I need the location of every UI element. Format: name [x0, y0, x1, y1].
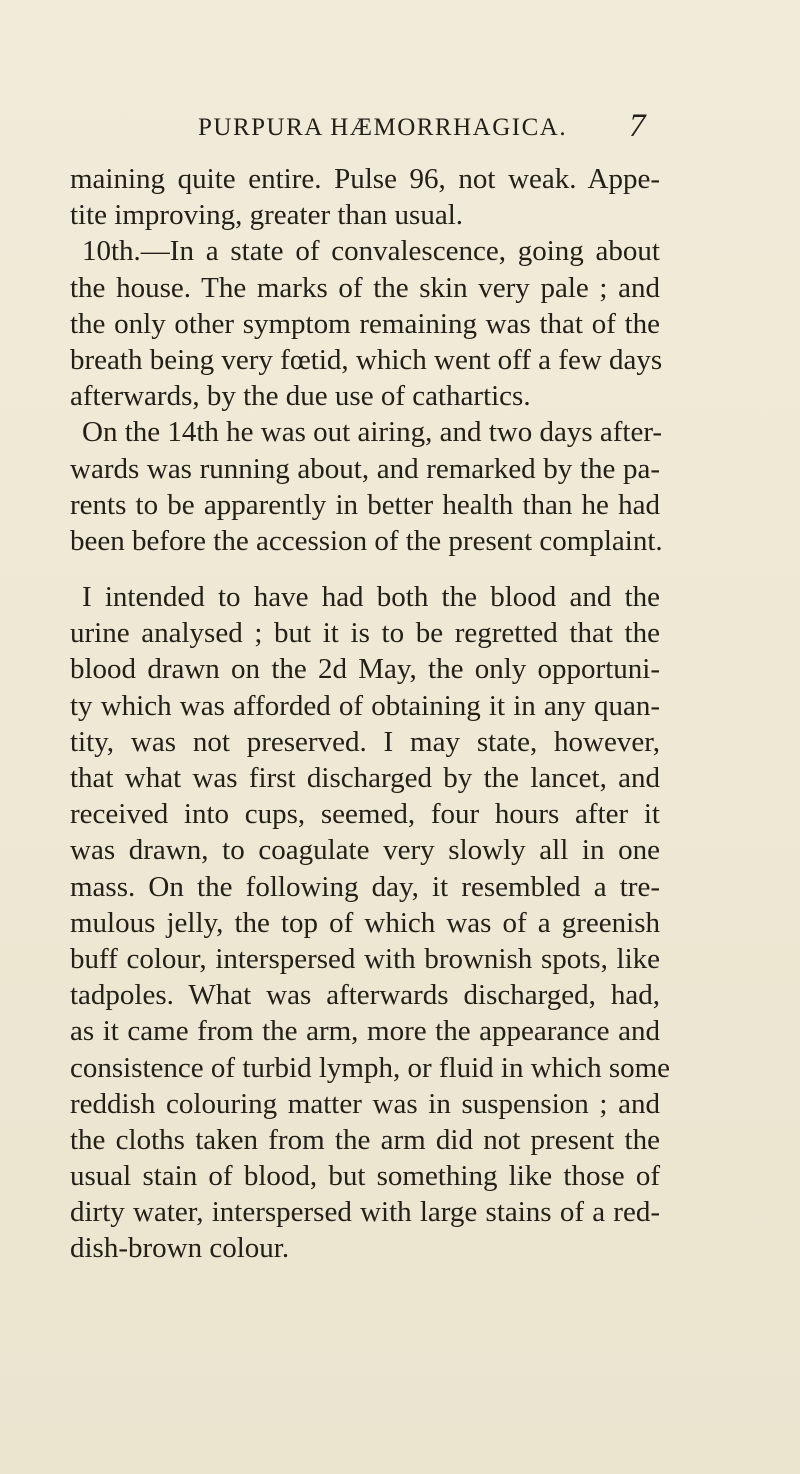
text-line: blood drawn on the 2d May, the only opportuni- — [70, 653, 660, 686]
text-line: On the 14th he was out airing, and two days after- — [82, 416, 663, 449]
text-line: been before the accession of the present complaint. — [70, 524, 663, 557]
running-head: PURPURA HÆMORRHAGICA. — [198, 114, 568, 141]
page-header — [0, 106, 800, 146]
text-line: consistence of turbid lymph, or fluid in which some — [70, 1051, 671, 1084]
text-line: as it came from the arm, more the appearance and — [70, 1015, 660, 1048]
paragraph — [70, 161, 660, 233]
text-line: tadpoles. What was afterwards discharged, had, — [70, 979, 660, 1012]
paragraph-gap — [70, 559, 660, 579]
paragraph — [70, 414, 663, 559]
text-line: ty which was afforded of obtaining it in any quan- — [70, 689, 660, 722]
text-line: usual stain of blood, but something like those of — [70, 1160, 660, 1193]
text-line: received into cups, seemed, four hours after it — [70, 798, 660, 831]
text-line: reddish colouring matter was in suspension ; and — [70, 1087, 660, 1120]
body-text — [70, 161, 671, 1267]
page-number: 7 — [629, 108, 646, 144]
text-line: urine analysed ; but it is to be regretted that the — [70, 617, 660, 650]
text-line: mass. On the following day, it resembled a tre- — [70, 870, 660, 903]
text-line: buff colour, interspersed with brownish spots, like — [70, 942, 660, 975]
text-line: tity, was not preserved. I may state, however, — [70, 725, 660, 758]
text-line: I intended to have had both the blood and the — [82, 581, 660, 614]
text-line: mulous jelly, the top of which was of a greenish — [70, 906, 660, 939]
text-line: that what was first discharged by the lancet, and — [70, 762, 660, 794]
paragraph — [70, 579, 671, 1267]
paragraph — [70, 233, 663, 414]
text-line: the only other symptom remaining was that of the — [70, 307, 660, 340]
text-line: wards was running about, and remarked by the pa- — [70, 452, 660, 485]
text-line: dirty water, interspersed with large stains of a red- — [70, 1196, 660, 1229]
text-line: the house. The marks of the skin very pale ; and — [70, 271, 660, 304]
text-line: 10th.—In a state of convalescence, going about — [82, 235, 660, 268]
text-line: afterwards, by the due use of cathartics. — [70, 380, 531, 413]
text-line: rents to be apparently in better health than he had — [70, 488, 660, 521]
text-line: the cloths taken from the arm did not present the — [70, 1123, 660, 1156]
text-line: tite improving, greater than usual. — [70, 199, 464, 232]
text-line: dish-brown colour. — [70, 1232, 290, 1265]
text-line: breath being very fœtid, which went off a few days — [70, 343, 663, 376]
text-line: maining quite entire. Pulse 96, not weak. Appe- — [70, 163, 660, 195]
text-line: was drawn, to coagulate very slowly all in one — [70, 834, 660, 867]
